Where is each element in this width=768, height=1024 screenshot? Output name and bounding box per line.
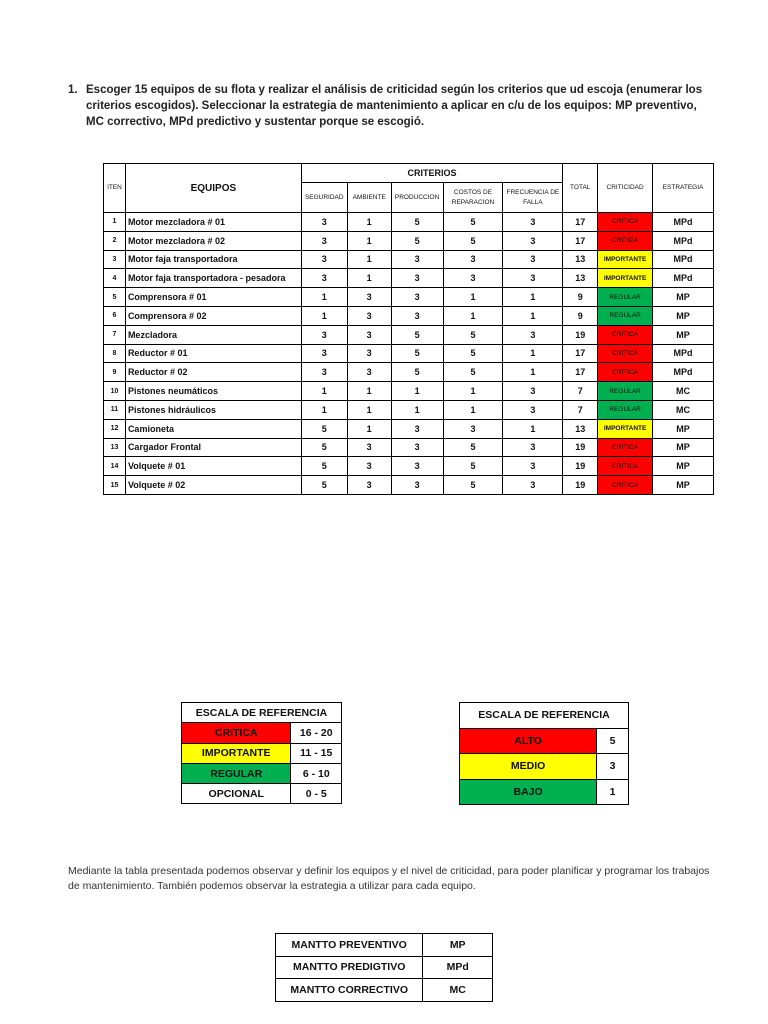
table-row	[104, 419, 714, 438]
score-produccion: 3	[391, 288, 443, 307]
score-costos: 3	[443, 250, 503, 269]
equipment-name: Volquete # 02	[125, 476, 301, 495]
score-ambiente: 1	[347, 213, 391, 232]
equipment-name: Camioneta	[125, 419, 301, 438]
scale-criticidad-row	[182, 763, 342, 783]
score-frecuencia: 1	[503, 363, 563, 382]
score-ambiente: 3	[347, 306, 391, 325]
score-costos: 5	[443, 213, 503, 232]
scale-level-label: REGULAR	[182, 763, 291, 783]
score-ambiente: 1	[347, 231, 391, 250]
score-produccion: 1	[391, 382, 443, 401]
item-number: 6	[104, 306, 126, 325]
scale-level-range: 0 - 5	[291, 784, 342, 804]
score-costos: 5	[443, 457, 503, 476]
equipment-name: Cargador Frontal	[125, 438, 301, 457]
estrategia-value: MC	[653, 382, 714, 401]
score-seguridad: 5	[301, 476, 347, 495]
header-equipos: EQUIPOS	[125, 164, 301, 213]
score-frecuencia: 1	[503, 419, 563, 438]
score-frecuencia: 3	[503, 457, 563, 476]
equipment-name: Motor mezcladora # 02	[125, 231, 301, 250]
score-ambiente: 1	[347, 419, 391, 438]
score-total: 17	[563, 213, 598, 232]
header-criterios: CRITERIOS	[301, 164, 563, 183]
score-ambiente: 3	[347, 476, 391, 495]
criticidad-badge: REGULAR	[598, 400, 653, 419]
criticidad-badge: REGULAR	[598, 288, 653, 307]
score-costos: 5	[443, 438, 503, 457]
score-seguridad: 1	[301, 400, 347, 419]
item-number: 1	[104, 213, 126, 232]
estrategia-value: MP	[653, 325, 714, 344]
score-seguridad: 3	[301, 231, 347, 250]
scale-level-range: 11 - 15	[291, 743, 342, 763]
score-produccion: 3	[391, 419, 443, 438]
score-total: 19	[563, 325, 598, 344]
scale-criticidad-row	[182, 743, 342, 763]
legend-code: MPd	[423, 956, 493, 979]
item-number: 4	[104, 269, 126, 288]
equipment-name: Reductor # 01	[125, 344, 301, 363]
score-frecuencia: 1	[503, 288, 563, 307]
question-text-block	[68, 82, 708, 130]
score-seguridad: 5	[301, 438, 347, 457]
estrategia-value: MP	[653, 438, 714, 457]
score-total: 17	[563, 363, 598, 382]
criticidad-badge: CRITICA	[598, 231, 653, 250]
score-produccion: 5	[391, 325, 443, 344]
table-row	[104, 344, 714, 363]
criticidad-badge: CRITICA	[598, 457, 653, 476]
legend-row	[276, 979, 493, 1002]
score-frecuencia: 3	[503, 438, 563, 457]
score-ambiente: 3	[347, 457, 391, 476]
table-row	[104, 288, 714, 307]
item-number: 13	[104, 438, 126, 457]
header-produccion: PRODUCCION	[391, 183, 443, 213]
scale-criticidad-row	[182, 784, 342, 804]
score-frecuencia: 3	[503, 325, 563, 344]
table-row	[104, 269, 714, 288]
scale-valores-row	[460, 779, 629, 805]
criticality-table-body	[104, 213, 714, 495]
criticidad-badge: IMPORTANTE	[598, 269, 653, 288]
score-ambiente: 1	[347, 269, 391, 288]
question-number: 1.	[68, 84, 78, 96]
estrategia-value: MP	[653, 476, 714, 495]
score-total: 17	[563, 231, 598, 250]
equipment-name: Reductor # 02	[125, 363, 301, 382]
score-ambiente: 3	[347, 325, 391, 344]
item-number: 9	[104, 363, 126, 382]
score-total: 13	[563, 419, 598, 438]
criticidad-badge: CRITICA	[598, 213, 653, 232]
scale-valores-title: ESCALA DE REFERENCIA	[460, 703, 629, 729]
equipment-name: Volquete # 01	[125, 457, 301, 476]
score-produccion: 3	[391, 269, 443, 288]
score-seguridad: 1	[301, 306, 347, 325]
header-total: TOTAL	[563, 164, 598, 213]
header-frecuencia: FRECUENCIA DE FALLA	[503, 183, 563, 213]
item-number: 7	[104, 325, 126, 344]
table-row	[104, 325, 714, 344]
equipment-name: Pistones hidráulicos	[125, 400, 301, 419]
estrategia-value: MPd	[653, 231, 714, 250]
score-total: 19	[563, 476, 598, 495]
scale-value-label: BAJO	[460, 779, 597, 805]
header-estrategia: ESTRATEGIA	[653, 164, 714, 213]
score-seguridad: 5	[301, 419, 347, 438]
scale-value-number: 1	[597, 779, 629, 805]
score-seguridad: 3	[301, 363, 347, 382]
item-number: 2	[104, 231, 126, 250]
score-frecuencia: 3	[503, 476, 563, 495]
score-seguridad: 3	[301, 250, 347, 269]
criticidad-badge: REGULAR	[598, 306, 653, 325]
score-total: 19	[563, 457, 598, 476]
item-number: 11	[104, 400, 126, 419]
table-row	[104, 231, 714, 250]
score-produccion: 5	[391, 231, 443, 250]
score-total: 9	[563, 288, 598, 307]
item-number: 10	[104, 382, 126, 401]
score-frecuencia: 3	[503, 269, 563, 288]
header-criticidad: CRITICIDAD	[598, 164, 653, 213]
strategy-legend-table	[275, 933, 493, 1002]
criticidad-badge: CRITICA	[598, 363, 653, 382]
scale-valores-row	[460, 754, 629, 780]
score-seguridad: 1	[301, 382, 347, 401]
estrategia-value: MC	[653, 400, 714, 419]
criticidad-badge: CRITICA	[598, 476, 653, 495]
header-seguridad: SEGURIDAD	[301, 183, 347, 213]
scale-level-range: 16 - 20	[291, 723, 342, 743]
score-ambiente: 3	[347, 438, 391, 457]
score-total: 13	[563, 269, 598, 288]
equipment-name: Pistones neumáticos	[125, 382, 301, 401]
score-ambiente: 3	[347, 363, 391, 382]
scale-value-number: 3	[597, 754, 629, 780]
criticidad-badge: REGULAR	[598, 382, 653, 401]
score-produccion: 5	[391, 213, 443, 232]
scale-criticidad-table	[181, 702, 342, 804]
criticidad-badge: CRITICA	[598, 325, 653, 344]
score-produccion: 3	[391, 457, 443, 476]
score-costos: 1	[443, 306, 503, 325]
score-produccion: 1	[391, 400, 443, 419]
score-produccion: 3	[391, 250, 443, 269]
score-ambiente: 1	[347, 250, 391, 269]
score-seguridad: 3	[301, 325, 347, 344]
score-seguridad: 3	[301, 344, 347, 363]
criticidad-badge: IMPORTANTE	[598, 419, 653, 438]
scale-criticidad-row	[182, 723, 342, 743]
equipment-name: Motor faja transportadora	[125, 250, 301, 269]
table-row	[104, 476, 714, 495]
score-frecuencia: 3	[503, 213, 563, 232]
header-costos: COSTOS DE REPARACION	[443, 183, 503, 213]
estrategia-value: MPd	[653, 213, 714, 232]
score-produccion: 5	[391, 363, 443, 382]
score-total: 19	[563, 438, 598, 457]
score-ambiente: 1	[347, 400, 391, 419]
score-produccion: 3	[391, 438, 443, 457]
item-number: 8	[104, 344, 126, 363]
score-costos: 5	[443, 344, 503, 363]
score-ambiente: 1	[347, 382, 391, 401]
equipment-name: Motor mezcladora # 01	[125, 213, 301, 232]
table-row	[104, 400, 714, 419]
score-total: 17	[563, 344, 598, 363]
scale-value-label: MEDIO	[460, 754, 597, 780]
table-row	[104, 457, 714, 476]
score-frecuencia: 1	[503, 306, 563, 325]
table-row	[104, 306, 714, 325]
criticality-table	[103, 163, 714, 495]
legend-row	[276, 956, 493, 979]
equipment-name: Mezcladora	[125, 325, 301, 344]
score-costos: 5	[443, 231, 503, 250]
equipment-name: Comprensora # 01	[125, 288, 301, 307]
score-total: 7	[563, 400, 598, 419]
score-total: 13	[563, 250, 598, 269]
criticidad-badge: IMPORTANTE	[598, 250, 653, 269]
score-costos: 5	[443, 325, 503, 344]
header-item: ITEN	[104, 164, 126, 213]
score-produccion: 5	[391, 344, 443, 363]
score-frecuencia: 3	[503, 400, 563, 419]
item-number: 3	[104, 250, 126, 269]
scale-level-label: CRITICA	[182, 723, 291, 743]
estrategia-value: MP	[653, 288, 714, 307]
estrategia-value: MP	[653, 419, 714, 438]
scale-level-label: OPCIONAL	[182, 784, 291, 804]
score-costos: 1	[443, 400, 503, 419]
legend-label: MANTTO CORRECTIVO	[276, 979, 423, 1002]
score-frecuencia: 3	[503, 231, 563, 250]
score-total: 7	[563, 382, 598, 401]
scale-criticidad-title: ESCALA DE REFERENCIA	[182, 703, 342, 723]
estrategia-value: MPd	[653, 363, 714, 382]
score-costos: 3	[443, 269, 503, 288]
scale-level-range: 6 - 10	[291, 763, 342, 783]
legend-label: MANTTO PREDIGTIVO	[276, 956, 423, 979]
equipment-name: Motor faja transportadora - pesadora	[125, 269, 301, 288]
score-frecuencia: 3	[503, 382, 563, 401]
item-number: 14	[104, 457, 126, 476]
table-row	[104, 363, 714, 382]
score-frecuencia: 3	[503, 250, 563, 269]
score-total: 9	[563, 306, 598, 325]
score-costos: 5	[443, 476, 503, 495]
legend-code: MC	[423, 979, 493, 1002]
score-seguridad: 3	[301, 269, 347, 288]
score-seguridad: 1	[301, 288, 347, 307]
header-ambiente: AMBIENTE	[347, 183, 391, 213]
scale-valores-table	[459, 702, 629, 805]
score-ambiente: 3	[347, 288, 391, 307]
estrategia-value: MP	[653, 306, 714, 325]
score-seguridad: 3	[301, 213, 347, 232]
table-row	[104, 250, 714, 269]
score-seguridad: 5	[301, 457, 347, 476]
legend-row	[276, 934, 493, 957]
summary-paragraph: Mediante la tabla presentada podemos observar y definir los equipos y el nivel de criticidad, para poder planificar y programar los trabajos de mantenimiento. También podemos observar la estrategia a utilizar para cada equipo.	[68, 865, 710, 892]
question-text: Escoger 15 equipos de su flota y realizar el análisis de criticidad según los criterios que ud escoja (enumerar los criterios escogidos). Seleccionar la estrategia de mantenimiento a aplicar en c/u de los equipos: MP preventivo, MC correctivo, MPd predictivo y sustentar porque se escogió.	[86, 84, 703, 128]
criticidad-badge: CRITICA	[598, 438, 653, 457]
score-costos: 3	[443, 419, 503, 438]
scale-valores-row	[460, 728, 629, 754]
score-produccion: 3	[391, 476, 443, 495]
legend-code: MP	[423, 934, 493, 957]
table-row	[104, 438, 714, 457]
score-ambiente: 3	[347, 344, 391, 363]
legend-label: MANTTO PREVENTIVO	[276, 934, 423, 957]
estrategia-value: MP	[653, 457, 714, 476]
estrategia-value: MPd	[653, 250, 714, 269]
item-number: 12	[104, 419, 126, 438]
item-number: 15	[104, 476, 126, 495]
scale-level-label: IMPORTANTE	[182, 743, 291, 763]
table-row	[104, 213, 714, 232]
equipment-name: Comprensora # 02	[125, 306, 301, 325]
scale-value-number: 5	[597, 728, 629, 754]
criticidad-badge: CRITICA	[598, 344, 653, 363]
score-costos: 1	[443, 288, 503, 307]
scale-value-label: ALTO	[460, 728, 597, 754]
estrategia-value: MPd	[653, 269, 714, 288]
score-costos: 5	[443, 363, 503, 382]
estrategia-value: MPd	[653, 344, 714, 363]
item-number: 5	[104, 288, 126, 307]
score-produccion: 3	[391, 306, 443, 325]
score-costos: 1	[443, 382, 503, 401]
table-row	[104, 382, 714, 401]
score-frecuencia: 1	[503, 344, 563, 363]
